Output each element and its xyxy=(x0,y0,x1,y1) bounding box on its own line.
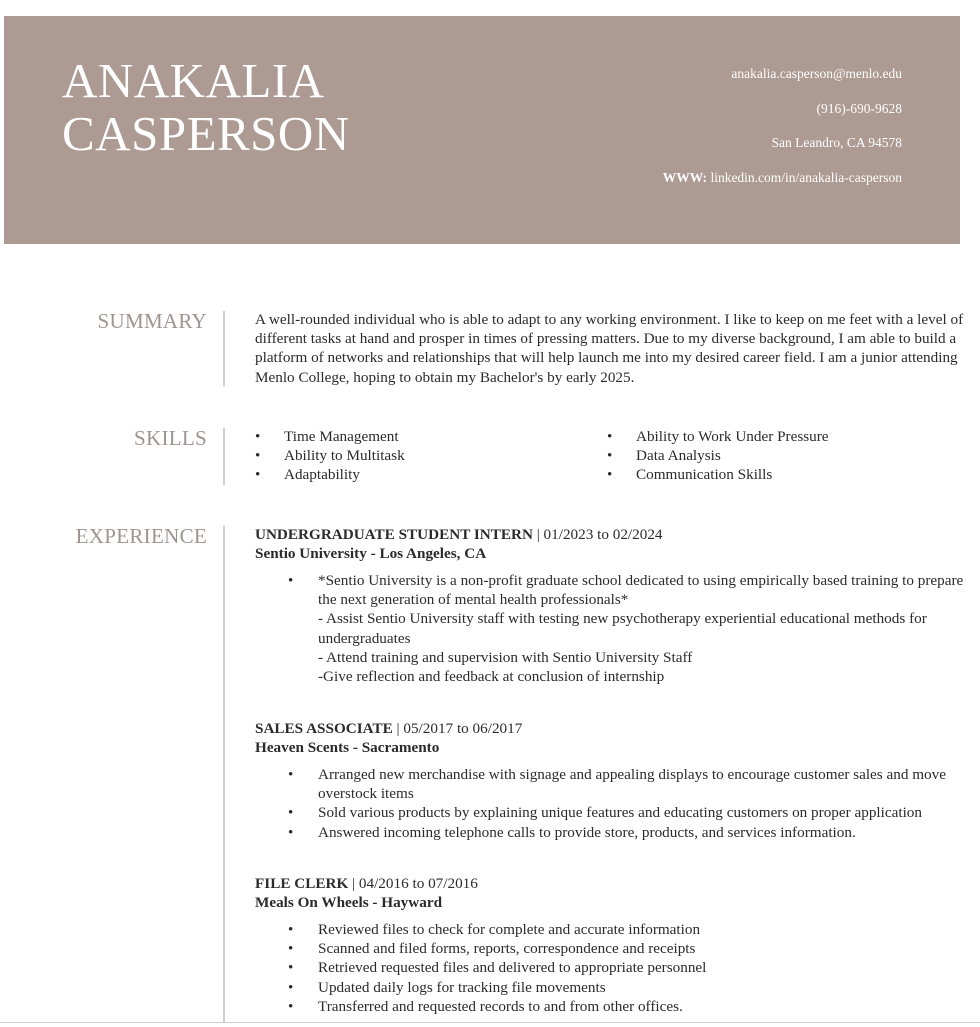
website-line xyxy=(663,170,902,205)
skill-item: • Ability to Work Under Pressure xyxy=(607,427,829,446)
skill-item: • Time Management xyxy=(255,427,405,446)
description-line: • *Sentio University is a non-profit graduate school dedicated to using empirically based training to prepare the next generation of mental health professionals* xyxy=(318,571,964,609)
job-bullet: • Updated daily logs for tracking file movements xyxy=(255,978,965,997)
experience-heading: EXPERIENCE xyxy=(75,524,207,548)
skills-heading: SKILLS xyxy=(134,426,207,450)
job-bullet: • Arranged new merchandise with signage and appealing displays to encourage customer sales and move overstock items xyxy=(255,765,965,803)
page-bottom-rule xyxy=(0,1022,980,1023)
skill-item: • Ability to Multitask xyxy=(255,446,405,465)
job-title-line xyxy=(255,874,965,893)
job-bullet: • Answered incoming telephone calls to provide store, products, and services information. xyxy=(255,823,965,842)
job-title: FILE CLERK xyxy=(255,875,349,892)
job-title: UNDERGRADUATE STUDENT INTERN xyxy=(255,526,533,543)
experience-divider xyxy=(223,526,225,1023)
job-bullets xyxy=(255,571,965,686)
summary-heading: SUMMARY xyxy=(97,309,207,333)
job-dates: | 04/2016 to 07/2016 xyxy=(348,875,478,892)
job-entry-intern xyxy=(255,525,965,686)
website-link[interactable]: linkedin.com/in/anakalia-casperson xyxy=(710,169,902,185)
skill-item: • Data Analysis xyxy=(607,446,829,465)
job-description-item xyxy=(255,571,965,686)
job-bullet: • Scanned and filed forms, reports, correspondence and receipts xyxy=(255,939,965,958)
description-line: -Give reflection and feedback at conclusion of internship xyxy=(318,667,665,685)
job-bullet: • Reviewed files to check for complete and accurate information xyxy=(255,920,965,939)
contact-info xyxy=(663,66,902,204)
skills-divider xyxy=(223,428,225,485)
location-text: San Leandro, CA 94578 xyxy=(771,135,902,150)
job-company: Meals On Wheels - Hayward xyxy=(255,894,443,912)
description-line: - Assist Sentio University staff with testing new psychotherapy experiential educational methods for undergraduates xyxy=(318,610,927,647)
job-company: Sentio University - Los Angeles, CA xyxy=(255,545,487,563)
candidate-name xyxy=(62,54,350,160)
resume-header xyxy=(4,16,960,244)
skills-list-right xyxy=(607,427,829,485)
phone-text: (916)-690-9628 xyxy=(816,100,902,116)
job-entry-sales xyxy=(255,719,965,842)
skill-item: • Adaptability xyxy=(255,465,405,484)
job-dates: | 05/2017 to 06/2017 xyxy=(392,720,523,737)
job-entry-file-clerk xyxy=(255,874,965,1016)
job-dates: | 01/2023 to 02/2024 xyxy=(532,526,663,543)
summary-text: A well-rounded individual who is able to adapt to any working environment. I like to keep on me feet with a level of different tasks at hand and prosper in times of pressing matters. Due to my diverse background, I am able to build a platform of networks and relationships that will help launch me into my desired career field. I am a junior attending Menlo College, hoping to obtain my Bachelor's by early 2025. xyxy=(255,311,964,386)
skills-list-left xyxy=(255,427,405,485)
job-bullet: • Retrieved requested files and delivered to appropriate personnel xyxy=(255,958,965,977)
www-label: WWW: xyxy=(662,169,708,185)
first-name: ANAKALIA xyxy=(62,53,325,108)
description-line: - Attend training and supervision with Sentio University Staff xyxy=(318,648,693,666)
job-bullets xyxy=(255,765,965,842)
job-company: Heaven Scents - Sacramento xyxy=(255,739,440,757)
summary-divider xyxy=(223,311,225,386)
email-text[interactable]: anakalia.casperson@menlo.edu xyxy=(731,66,902,81)
job-title-line xyxy=(255,719,965,738)
last-name: CASPERSON xyxy=(62,106,350,161)
job-bullet: • Sold various products by explaining unique features and educating customers on proper application xyxy=(255,803,965,822)
job-bullet: • Transferred and requested records to and from other offices. xyxy=(255,997,965,1016)
skill-item: • Communication Skills xyxy=(607,465,829,484)
job-title: SALES ASSOCIATE xyxy=(255,720,393,737)
job-bullets xyxy=(255,920,965,1016)
job-title-line xyxy=(255,525,965,544)
